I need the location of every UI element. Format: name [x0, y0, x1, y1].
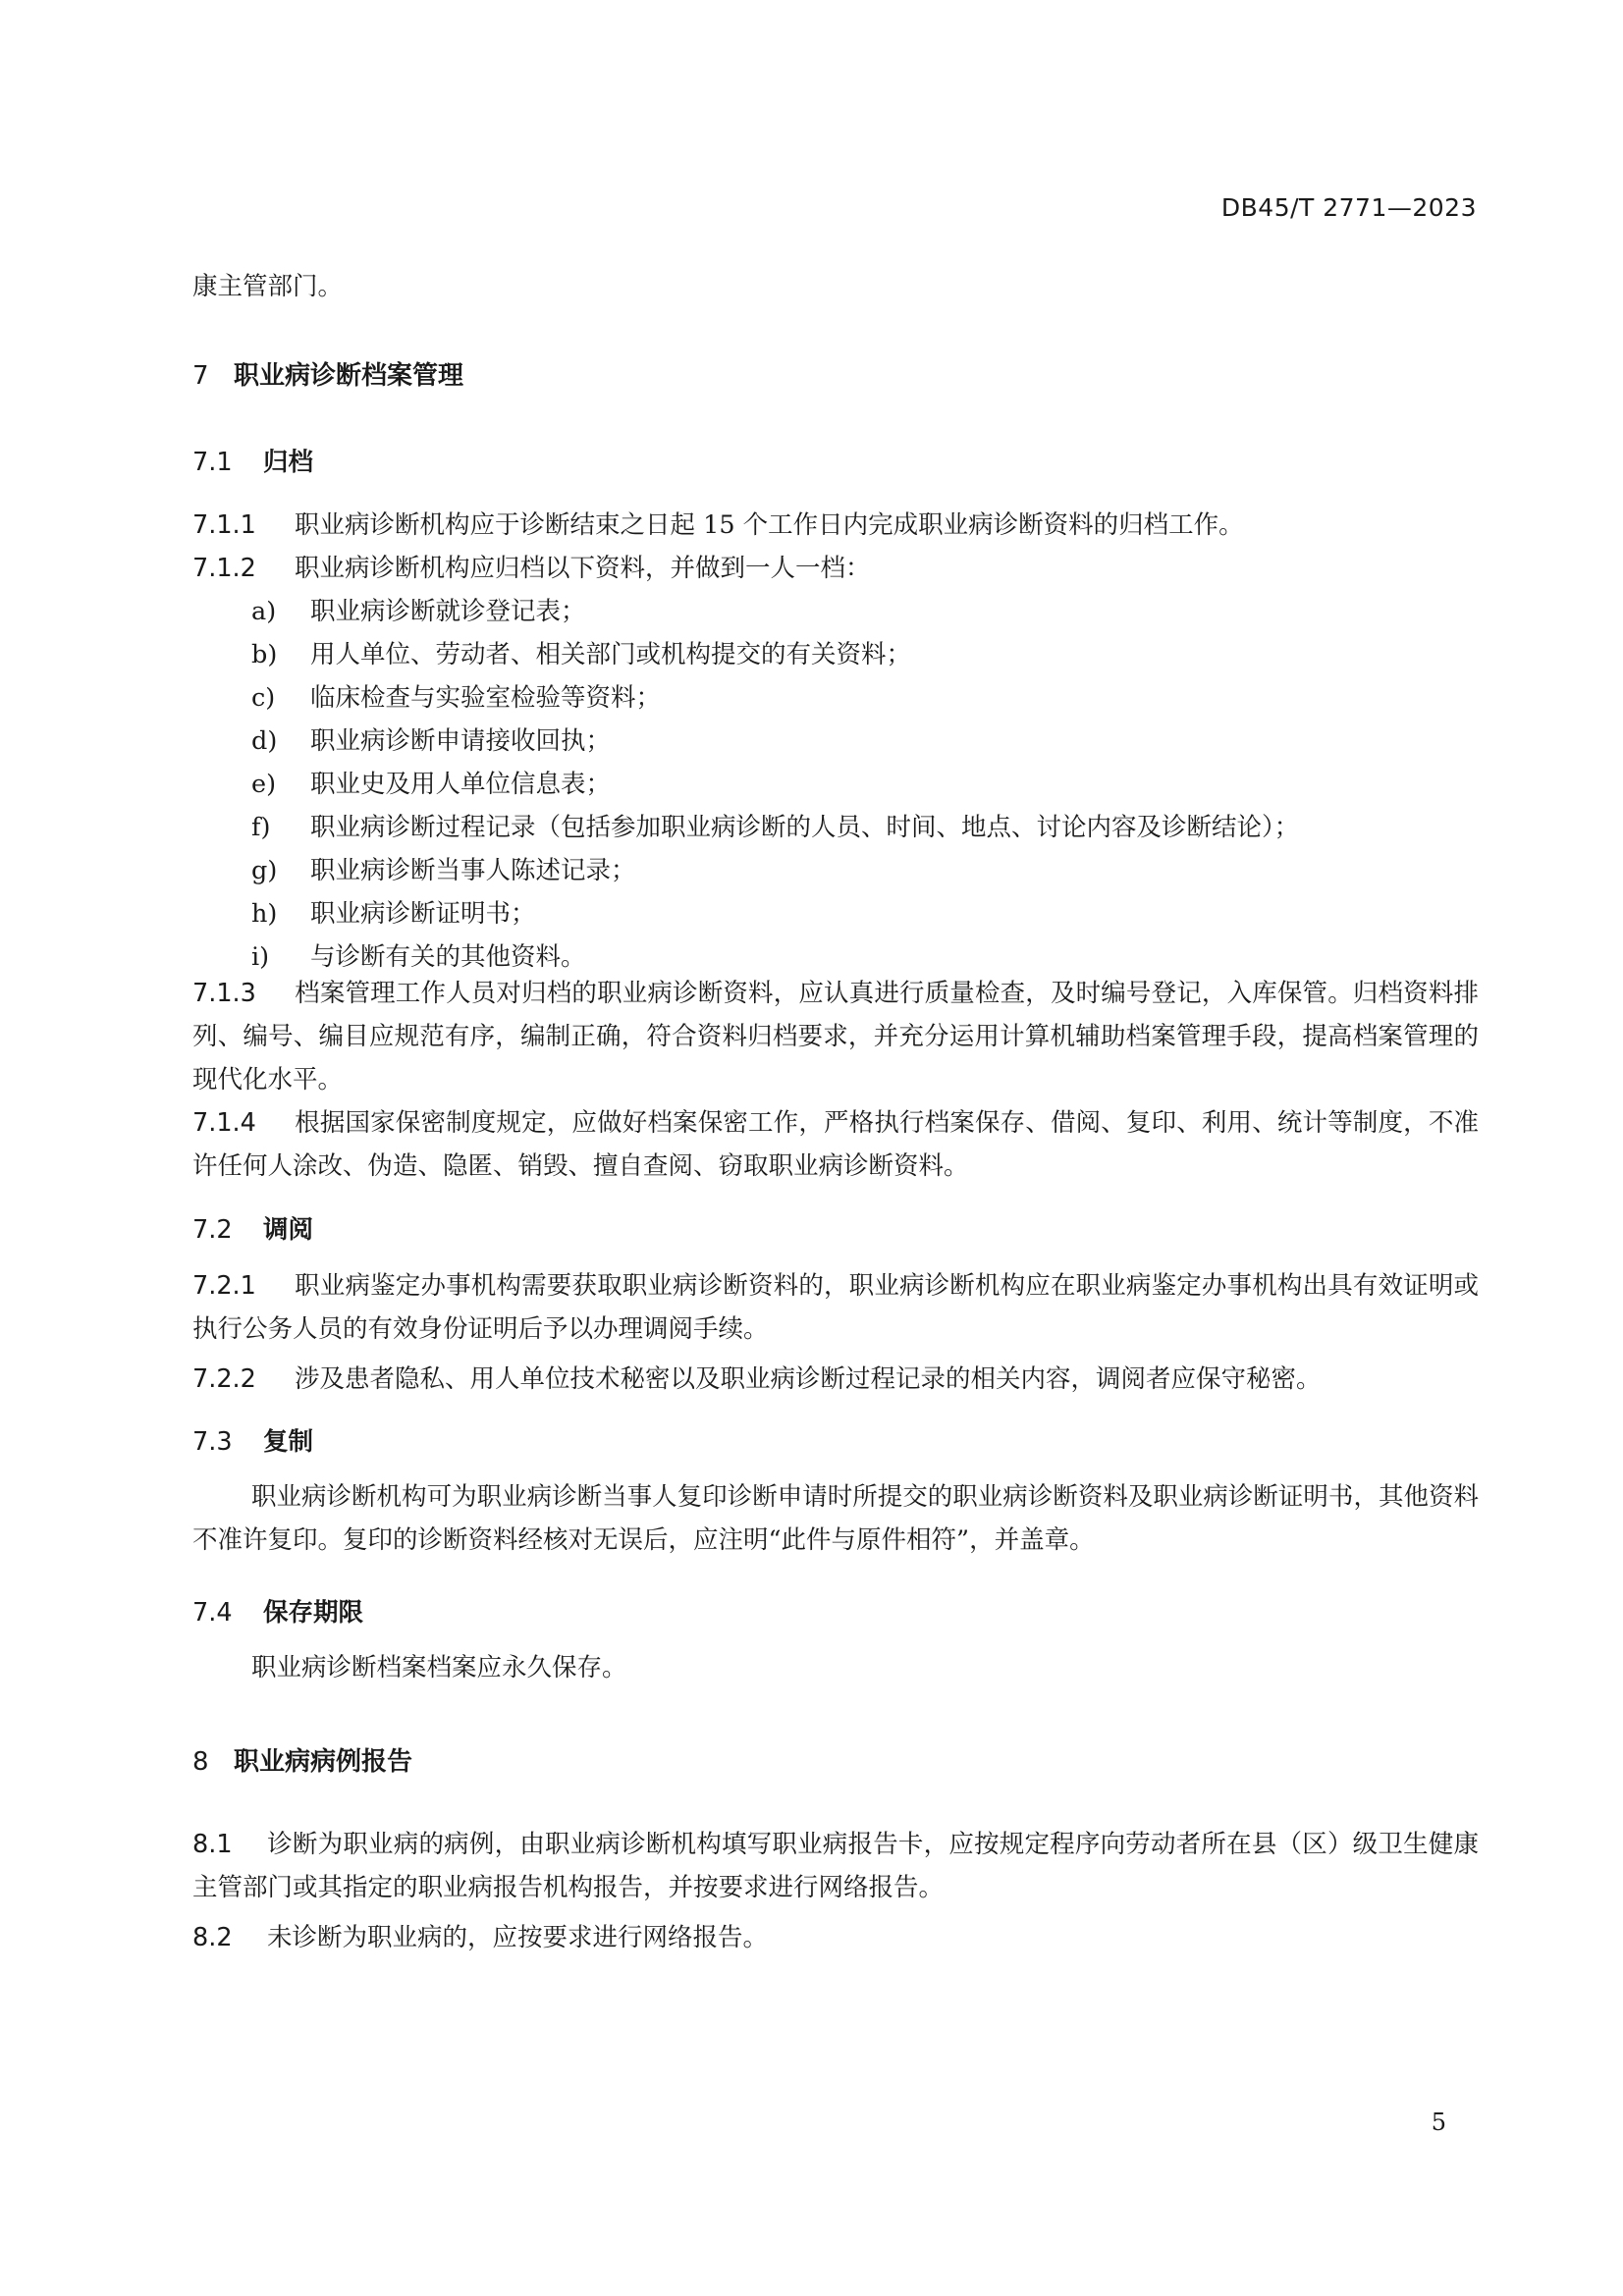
- section-7-1-heading: [192, 443, 313, 478]
- clause-text: 诊断为职业病的病例，由职业病诊断机构填写职业病报告卡，应按规定程序向劳动者所在县（区）级卫生健康主管部门或其指定的职业病报告机构报告，并按要求进行网络报告。: [192, 1830, 1479, 1902]
- clause-7-1-2: [192, 549, 871, 584]
- clause-text: 根据国家保密制度规定，应做好档案保密工作，严格执行档案保存、借阅、复印、利用、统计等制度，不准许任何人涂改、伪造、隐匿、销毁、擅自查阅、窃取职业病诊断资料。: [192, 1108, 1479, 1181]
- list-item-label: d): [251, 726, 278, 756]
- list-item-text: 临床检查与实验室检验等资料；: [310, 683, 662, 713]
- clause-text: 职业病诊断机构应归档以下资料，并做到一人一档：: [295, 554, 871, 583]
- section-7-heading: [192, 355, 463, 392]
- clause-number: 7.2.2: [192, 1364, 256, 1394]
- page-number: 5: [1431, 2109, 1446, 2136]
- list-item-label: i): [251, 942, 270, 972]
- list-item: [251, 937, 586, 973]
- subsection-number: 7.1: [192, 448, 233, 477]
- clause-text: 未诊断为职业病的，应按要求进行网络报告。: [267, 1923, 769, 1952]
- section-7-2-heading: [192, 1210, 313, 1246]
- list-item-text: 用人单位、劳动者、相关部门或机构提交的有关资料；: [310, 640, 912, 669]
- list-item-text: 职业病诊断申请接收回执；: [310, 726, 612, 756]
- subsection-title: 调阅: [263, 1215, 314, 1245]
- subsection-title: 复制: [263, 1427, 314, 1457]
- list-item-label: h): [251, 899, 278, 929]
- list-item-text: 职业史及用人单位信息表；: [310, 770, 612, 799]
- list-item: [251, 894, 536, 930]
- list-item: [251, 592, 586, 627]
- section-7-4-heading: [192, 1593, 363, 1629]
- section-number: 7: [192, 361, 209, 391]
- section-7-4-paragraph: 职业病诊断档案档案应永久保存。: [251, 1653, 627, 1682]
- list-item-text: 与诊断有关的其他资料。: [310, 942, 586, 972]
- list-item: [251, 808, 1299, 843]
- section-title: 职业病诊断档案管理: [234, 361, 464, 391]
- list-item-text: 职业病诊断当事人陈述记录；: [310, 856, 636, 885]
- list-item: [251, 765, 611, 800]
- list-item: [251, 851, 636, 886]
- list-item-label: a): [251, 597, 277, 626]
- section-7-3-heading: [192, 1422, 313, 1458]
- list-item-text: 职业病诊断证明书；: [310, 899, 536, 929]
- clause-7-1-3: [192, 972, 1479, 1101]
- clause-number: 8.2: [192, 1923, 233, 1952]
- clause-number: 7.1.2: [192, 554, 256, 583]
- list-item: [251, 721, 611, 757]
- clause-8-2: [192, 1918, 768, 1953]
- clause-7-1-1: [192, 506, 1244, 541]
- subsection-title: 保存期限: [263, 1598, 364, 1628]
- section-title: 职业病病例报告: [234, 1747, 413, 1777]
- clause-text: 档案管理工作人员对归档的职业病诊断资料，应认真进行质量检查，及时编号登记，入库保管。归档资料排列、编号、编目应规范有序，编制正确，符合资料归档要求，并充分运用计算机辅助档案管理手段，提高档案管理的现代化水平。: [192, 979, 1479, 1095]
- clause-number: 7.1.3: [192, 979, 256, 1008]
- clause-number: 8.1: [192, 1830, 233, 1859]
- clause-text: 职业病鉴定办事机构需要获取职业病诊断资料的，职业病诊断机构应在职业病鉴定办事机构出具有效证明或执行公务人员的有效身份证明后予以办理调阅手续。: [192, 1271, 1479, 1344]
- section-number: 8: [192, 1747, 209, 1777]
- list-item-label: e): [251, 770, 277, 799]
- section-8-heading: [192, 1741, 412, 1778]
- subsection-number: 7.2: [192, 1215, 233, 1245]
- subsection-title: 归档: [263, 448, 314, 477]
- clause-7-2-2: [192, 1360, 1322, 1395]
- list-item-text: 职业病诊断过程记录（包括参加职业病诊断的人员、时间、地点、讨论内容及诊断结论）；: [310, 813, 1300, 842]
- list-item-text: 职业病诊断就诊登记表；: [310, 597, 586, 626]
- section-7-3-paragraph: 职业病诊断机构可为职业病诊断当事人复印诊断申请时所提交的职业病诊断资料及职业病诊断证明书，其他资料不准许复印。复印的诊断资料经核对无误后，应注明“此件与原件相符”，并盖章。: [192, 1482, 1479, 1555]
- list-item: [251, 635, 911, 670]
- list-item-label: b): [251, 640, 278, 669]
- subsection-number: 7.4: [192, 1598, 233, 1628]
- list-item: [251, 678, 661, 714]
- continuation-text: 康主管部门。: [192, 272, 344, 301]
- clause-number: 7.1.1: [192, 510, 256, 540]
- clause-7-2-1: [192, 1264, 1479, 1351]
- subsection-number: 7.3: [192, 1427, 233, 1457]
- clause-text: 职业病诊断机构应于诊断结束之日起 15 个工作日内完成职业病诊断资料的归档工作。: [295, 510, 1244, 540]
- clause-number: 7.1.4: [192, 1108, 256, 1138]
- document-id-header: DB45/T 2771—2023: [1220, 193, 1477, 222]
- clause-text: 涉及患者隐私、用人单位技术秘密以及职业病诊断过程记录的相关内容，调阅者应保守秘密。: [295, 1364, 1322, 1394]
- clause-number: 7.2.1: [192, 1271, 256, 1301]
- list-item-label: g): [251, 856, 278, 885]
- list-item-label: f): [251, 813, 271, 842]
- list-item-label: c): [251, 683, 276, 713]
- clause-7-1-4: [192, 1101, 1479, 1188]
- clause-8-1: [192, 1823, 1479, 1909]
